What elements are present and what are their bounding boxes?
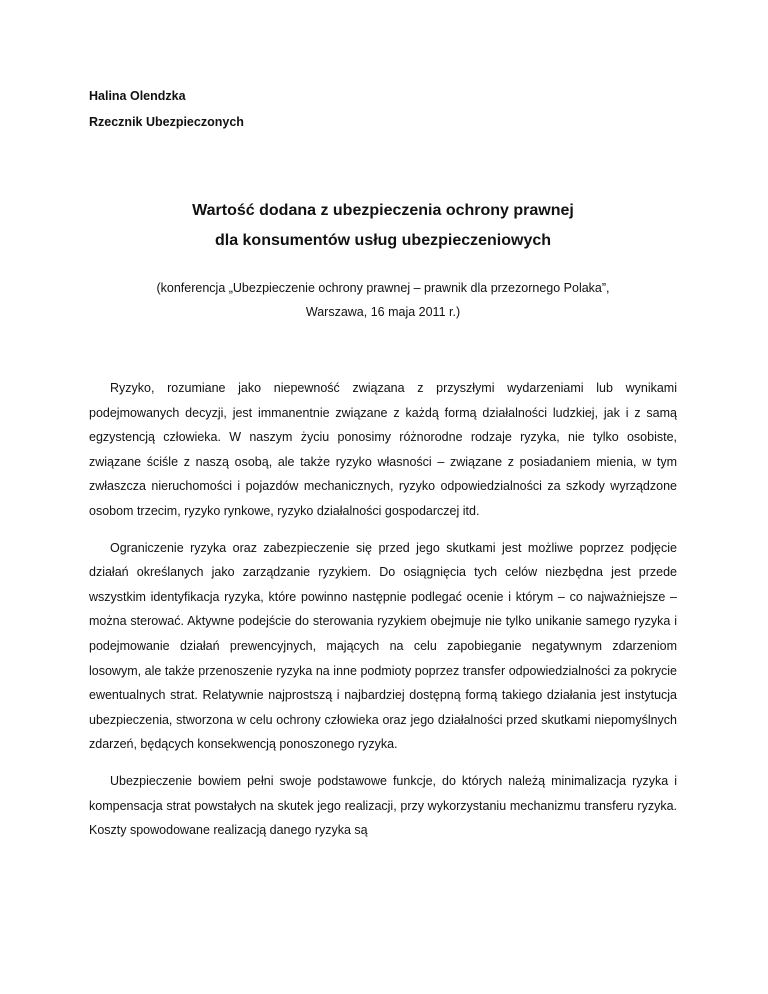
author-name: Halina Olendzka	[89, 89, 186, 103]
subtitle-line-1: (konferencja „Ubezpieczenie ochrony prawnej – prawnik dla przezornego Polaka”,	[156, 281, 610, 295]
author-role: Rzecznik Ubezpieczonych	[89, 115, 244, 129]
title-line-1: Wartość dodana z ubezpieczenia ochrony prawnej	[192, 202, 574, 219]
paragraph-3: Ubezpieczenie bowiem pełni swoje podstawowe funkcje, do których należą minimalizacja ryzyka i kompensacja strat powstałych na skutek jego realizacji, przy wykorzystaniu mechanizmu transferu ryzyka. Koszty spowodowane realizacją danego ryzyka są	[89, 773, 677, 838]
body-text	[89, 376, 677, 855]
conference-subtitle	[89, 276, 677, 324]
paragraph-1: Ryzyko, rozumiane jako niepewność związana z przyszłymi wydarzeniami lub wynikami podejmowanych decyzji, jest immanentnie związane z każdą formą działalności ludzkiej, jak i z samą egzystencją człowieka. W naszym życiu ponosimy różnorodne rodzaje ryzyka, nie tylko osobiste, związane ściśle z naszą osobą, ale także ryzyko własności – związane z posiadaniem mienia, w tym zwłaszcza nieruchomości i pojazdów mechanicznych, ryzyko odpowiedzialności za szkody wyrządzone osobom trzecim, ryzyko rynkowe, ryzyko działalności gospodarczej itd.	[89, 381, 677, 518]
paragraph-2: Ograniczenie ryzyka oraz zabezpieczenie się przed jego skutkami jest możliwe poprzez podjęcie działań określanych jako zarządzanie ryzykiem. Do osiągnięcia tych celów niezbędna jest przede wszystkim identyfikacja ryzyka, które powinno następnie podlegać ocenie i którym – co najważniejsze – można sterować. Aktywne podejście do sterowania ryzykiem obejmuje nie tylko unikanie samego ryzyka i podejmowanie działań prewencyjnych, mających na celu zapobieganie negatywnym zdarzeniom losowym, ale także przenoszenie ryzyka na inne podmioty poprzez transfer odpowiedzialności za pokrycie ewentualnych strat. Relatywnie najprostszą i najbardziej dostępną formą takiego działania jest instytucja ubezpieczenia, stworzona w celu ochrony człowieka oraz jego działalności przed skutkami niepomyślnych zdarzeń, będących konsekwencją ponoszonego ryzyka.	[89, 540, 677, 752]
document-title	[89, 196, 677, 256]
subtitle-line-2: Warszawa, 16 maja 2011 r.)	[305, 305, 461, 319]
author-block	[89, 83, 244, 135]
title-line-2: dla konsumentów usług ubezpieczeniowych	[214, 232, 552, 249]
